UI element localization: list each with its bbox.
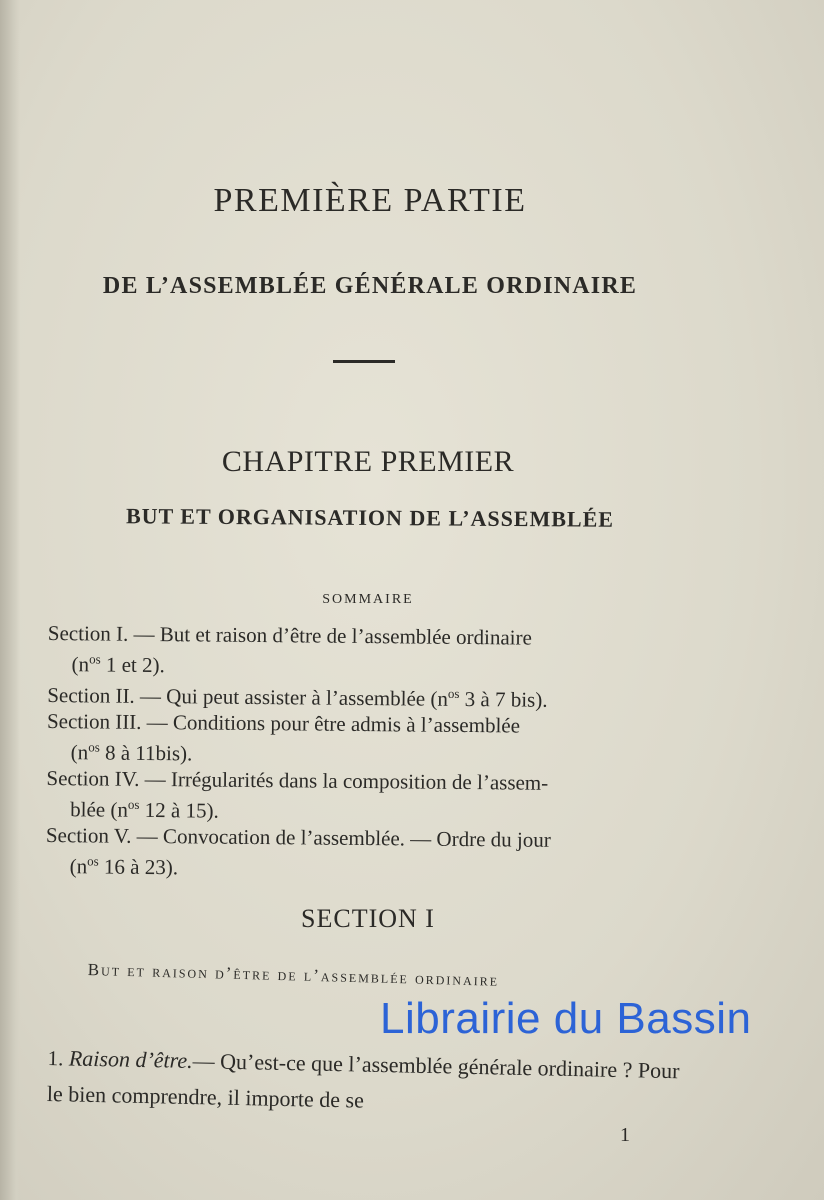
watermark: Librairie du Bassin	[380, 994, 752, 1043]
section-subtitle: But et raison d’être de l’assemblée ordinaire	[87, 960, 500, 990]
superscript: os	[447, 685, 460, 701]
body-paragraph	[46, 1040, 687, 1125]
superscript: os	[127, 796, 140, 812]
summary-entry-line: Section II. — Qui peut assister à l’assemblée (n	[47, 682, 449, 711]
summary-entry	[46, 765, 687, 828]
summary-entry-refs-text: (n	[71, 652, 90, 677]
chapter-title: CHAPITRE PREMIER	[221, 445, 515, 478]
summary-entry-refs-text: (n	[70, 740, 89, 765]
superscript: os	[87, 853, 99, 869]
part-subtitle: DE L’ASSEMBLÉE GÉNÉRALE ORDINAIRE	[102, 273, 638, 299]
page-number: 1	[620, 1124, 630, 1146]
summary-entry-refs	[46, 848, 686, 885]
summary-entry-refs-text: (n	[69, 854, 88, 879]
summary-entry	[47, 620, 688, 683]
summary-entry-line: Section I. — But et raison d’être de l’assemblée ordinaire	[47, 620, 532, 650]
summary-entry-line: Section IV. — Irrégularités dans la composition de l’assem-	[46, 765, 549, 795]
paragraph-text: — Qu’est-ce que l’assemblée générale ordinaire ? Pour le bien comprendre, il importe de se	[46, 1048, 680, 1113]
summary-entry	[47, 708, 688, 771]
summary-entry-refs-text: 3 à 7 bis).	[459, 686, 548, 712]
superscript: os	[88, 739, 100, 755]
summary-list	[46, 620, 688, 885]
summary-entry-refs-text: 16 à 23).	[98, 854, 179, 880]
divider-rule	[333, 360, 395, 363]
paragraph-heading: Raison d’être.	[68, 1045, 193, 1074]
summary-entry-refs-text: 1 et 2).	[100, 652, 165, 678]
summary-heading: SOMMAIRE	[322, 592, 414, 607]
summary-entry-refs-text: 12 à 15).	[139, 797, 219, 823]
superscript: os	[89, 651, 101, 667]
chapter-subtitle: BUT ET ORGANISATION DE L’ASSEMBLÉE	[125, 503, 615, 532]
summary-entry-refs-text: blée (n	[70, 797, 129, 822]
part-title: PREMIÈRE PARTIE	[213, 182, 527, 219]
summary-entry	[46, 822, 687, 885]
summary-entry-refs-text: 8 à 11bis).	[99, 740, 193, 766]
summary-entry-line: Section V. — Convocation de l’assemblée. — Ordre du jour	[45, 822, 551, 852]
section-title: SECTION I	[301, 904, 435, 933]
paragraph-number: 1.	[47, 1045, 64, 1071]
summary-entry-line: Section III. — Conditions pour être admis à l’assemblée	[46, 708, 521, 738]
